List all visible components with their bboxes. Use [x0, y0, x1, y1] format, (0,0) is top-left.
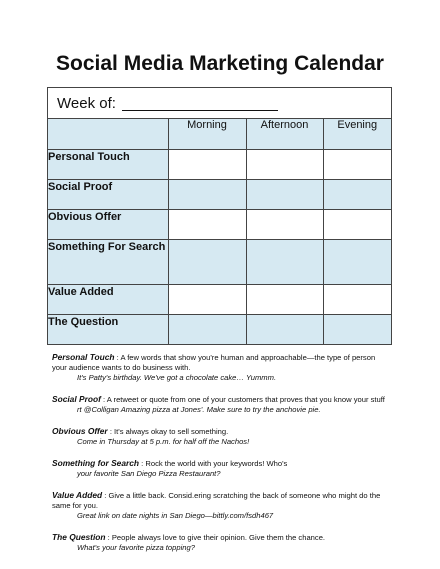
note-example: What's your favorite pizza topping? [77, 543, 195, 552]
table-row [48, 179, 391, 209]
note-description: : A retweet or quote from one of your customers that proves that you know your stuff [103, 395, 385, 404]
column-header: Morning [168, 119, 246, 149]
column-header: Afternoon [246, 119, 323, 149]
schedule-cell[interactable] [246, 239, 323, 284]
table-row [48, 284, 391, 314]
schedule-cell[interactable] [246, 179, 323, 209]
note-example: rt @Colligan Amazing pizza at Jones'. Make sure to try the anchovie pie. [77, 405, 321, 414]
schedule-cell[interactable] [323, 284, 391, 314]
notes-section [52, 352, 392, 564]
schedule-cell[interactable] [168, 239, 246, 284]
calendar-grid [47, 87, 392, 345]
note-description: : It's always okay to sell something. [109, 427, 229, 436]
note-the-question [52, 532, 392, 553]
schedule-cell[interactable] [246, 284, 323, 314]
week-of-row [48, 88, 391, 119]
corner-cell [48, 119, 168, 149]
note-example: Come in Thursday at 5 p.m. for half off the Nachos! [77, 437, 250, 446]
schedule-cell[interactable] [168, 149, 246, 179]
table-row [48, 149, 391, 179]
row-label: Something For Search [48, 239, 168, 284]
note-term: The Question [52, 532, 106, 542]
note-value-added [52, 490, 392, 521]
note-term: Value Added [52, 490, 103, 500]
schedule-cell[interactable] [323, 209, 391, 239]
schedule-table [48, 119, 391, 344]
page-title: Social Media Marketing Calendar [56, 52, 384, 75]
note-term: Obvious Offer [52, 426, 108, 436]
schedule-cell[interactable] [168, 179, 246, 209]
schedule-cell[interactable] [168, 209, 246, 239]
note-something-for-search [52, 458, 392, 479]
row-label: Personal Touch [48, 149, 168, 179]
header-row [48, 119, 391, 149]
table-row [48, 209, 391, 239]
note-description: : A few words that show you're human and approachable—the type of person your audience wants to do business with. [52, 353, 376, 372]
note-description: : Give a little back. Consid.ering scratching the back of someone who might do the same for you. [52, 491, 381, 510]
schedule-cell[interactable] [323, 149, 391, 179]
note-description: : Rock the world with your keywords! Who's [141, 459, 288, 468]
note-obvious-offer [52, 426, 392, 447]
note-example: your favorite San Diego Pizza Restaurant? [77, 469, 221, 478]
note-description: : People always love to give their opinion. Give them the chance. [107, 533, 326, 542]
note-social-proof [52, 394, 392, 415]
column-header: Evening [323, 119, 391, 149]
schedule-cell[interactable] [246, 209, 323, 239]
schedule-cell[interactable] [246, 149, 323, 179]
table-row [48, 239, 391, 284]
schedule-cell[interactable] [168, 284, 246, 314]
row-label: Obvious Offer [48, 209, 168, 239]
note-term: Social Proof [52, 394, 101, 404]
row-label: The Question [48, 314, 168, 344]
week-of-input-line[interactable] [122, 96, 278, 111]
note-example: It's Patty's birthday. We've got a chocolate cake… Yummm. [77, 373, 277, 382]
table-row [48, 314, 391, 344]
schedule-cell[interactable] [168, 314, 246, 344]
note-term: Something for Search [52, 458, 140, 468]
schedule-cell[interactable] [246, 314, 323, 344]
note-example: Great link on date nights in San Diego—bittly.com/fsdh467 [77, 511, 274, 520]
week-of-label: Week of: [57, 94, 116, 112]
note-personal-touch [52, 352, 392, 383]
row-label: Value Added [48, 284, 168, 314]
row-label: Social Proof [48, 179, 168, 209]
schedule-cell[interactable] [323, 179, 391, 209]
note-term: Personal Touch [52, 352, 115, 362]
schedule-cell[interactable] [323, 239, 391, 284]
schedule-cell[interactable] [323, 314, 391, 344]
